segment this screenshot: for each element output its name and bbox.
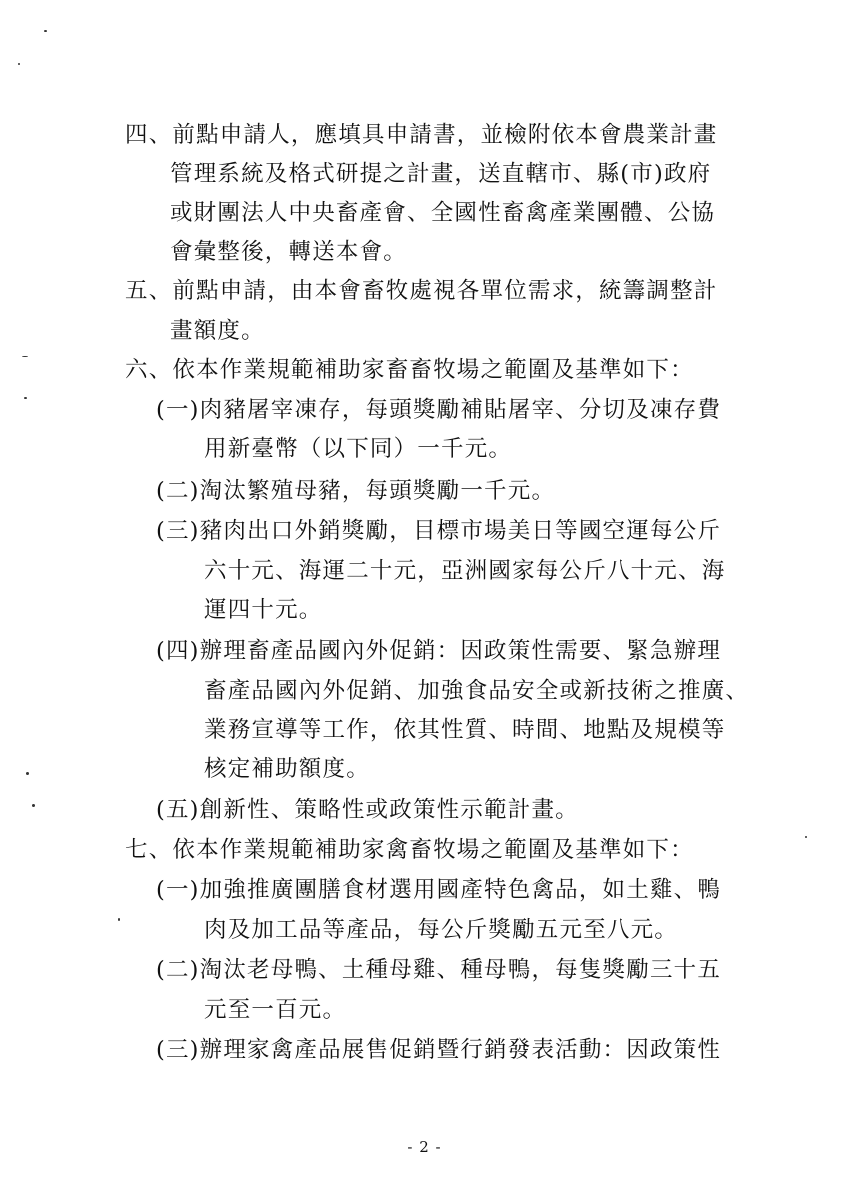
scan-speck [26, 772, 29, 775]
text-line: (三)豬肉出口外銷獎勵，目標市場美日等國空運每公斤 [156, 518, 722, 544]
page-number: - 2 - [407, 1138, 442, 1156]
text-line: 用新臺幣（以下同）一千元。 [204, 436, 513, 462]
text-line: (一)加強推廣團膳食材選用國產特色禽品，如土雞、鴨 [156, 877, 722, 903]
text-line: 會彙整後，轉送本會。 [170, 239, 408, 265]
text-line: 畫額度。 [170, 318, 265, 344]
scan-speck [44, 30, 47, 32]
text-line: 六十元、海運二十元，亞洲國家每公斤八十元、海 [204, 558, 726, 584]
text-line: (二)淘汰老母鴨、土種母雞、種母鴨，每隻獎勵三十五 [156, 957, 722, 983]
text-line: 五、前點申請，由本會畜牧處視各單位需求，統籌調整計 [125, 278, 718, 304]
text-line: 肉及加工品等產品，每公斤獎勵五元至八元。 [204, 917, 679, 943]
scan-speck [805, 836, 807, 838]
text-line: 核定補助額度。 [204, 756, 370, 782]
text-line: 管理系統及格式研提之計畫，送直轄市、縣(市)政府 [170, 161, 712, 187]
text-line: 六、依本作業規範補助家畜畜牧場之範圍及基準如下： [125, 357, 694, 383]
scan-speck [22, 356, 28, 357]
text-line: 七、依本作業規範補助家禽畜牧場之範圍及基準如下： [125, 837, 694, 863]
text-line: 元至一百元。 [204, 997, 347, 1023]
text-line: 四、前點申請人，應填具申請書，並檢附依本會農業計畫 [125, 122, 718, 148]
text-line: 業務宣導等工作，依其性質、時間、地點及規模等 [204, 717, 726, 743]
scan-speck [32, 804, 35, 807]
text-line: 畜產品國內外促銷、加強食品安全或新技術之推廣、 [204, 678, 750, 704]
scan-speck [24, 397, 27, 399]
scan-speck [118, 918, 120, 921]
text-line: (五)創新性、策略性或政策性示範計畫。 [156, 797, 579, 823]
text-line: (一)肉豬屠宰凍存，每頭獎勵補貼屠宰、分切及凍存費 [156, 397, 722, 423]
text-line: 或財團法人中央畜產會、全國性畜禽產業團體、公協 [170, 200, 716, 226]
text-line: (二)淘汰繁殖母豬，每頭獎勵一千元。 [156, 478, 556, 504]
scan-speck [18, 63, 20, 65]
text-line: (三)辦理家禽產品展售促銷暨行銷發表活動：因政策性 [156, 1037, 722, 1063]
text-line: (四)辦理畜產品國內外促銷：因政策性需要、緊急辦理 [156, 638, 722, 664]
text-line: 運四十元。 [204, 597, 323, 623]
